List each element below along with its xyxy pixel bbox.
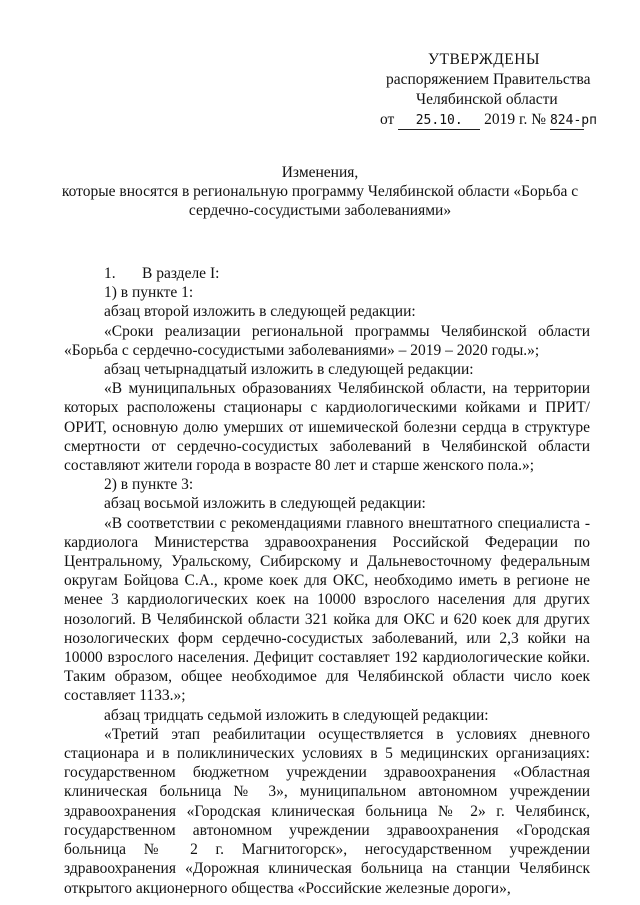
paragraph-1-text: В разделе I: (142, 265, 220, 282)
heading-line-1: Изменения, (281, 164, 359, 181)
paragraph-6: «В муниципальных образованиях Челябинской области, на территории которых расположены стационары с кардиологическими койками и ПРИТ/ОРИТ, основную долю умерших от ишемической болезни сердца в структуре смертности от сердечно-сосудистых заболеваний в Челябинской области составляют жители города в возрасте 80 лет и старше женского пола.»; (64, 380, 590, 475)
document-heading (40, 163, 600, 220)
paragraph-11: «Третий этап реабилитации осуществляется в условиях дневного стационара и в поликлинических условиях в 5 медицинских организациях: государственном бюджетном учреждении здравоохранения «Областная клиническая больница № 3», муниципальном автономном учреждении здравоохранения «Городская клиническая больница № 2» г. Челябинск, государственном автономном учреждении здравоохранения «Городская больница № 2 г. Магнитогорск», негосударственном учреждении здравоохранения «Дорожная клиническая больница на станции Челябинск открытого акционерного общества «Российские железные дороги», (64, 725, 590, 897)
paragraph-4: «Сроки реализации региональной программы Челябинской области «Борьба с сердечно-сосудистыми заболеваниями» – 2019 – 2020 годы.»; (64, 322, 590, 359)
approval-number: 824-рп (549, 113, 597, 128)
heading-line-2: которые вносятся в региональную программу Челябинской области «Борьба с (61, 183, 579, 200)
approval-line-1: распоряжением Правительства (386, 71, 591, 88)
heading-line-3: сердечно-сосудистыми заболеваниями» (188, 202, 452, 219)
paragraph-3: абзац второй изложить в следующей редакции: (104, 303, 416, 321)
paragraph-1-number: 1. (104, 265, 116, 282)
approval-title: УТВЕРЖДЕНЫ (428, 51, 540, 68)
document-body (64, 264, 590, 898)
paragraph-1 (64, 264, 590, 283)
paragraph-8: абзац восьмой изложить в следующей редакции: (104, 495, 426, 513)
paragraph-10: абзац тридцать седьмой изложить в следующей редакции: (104, 706, 489, 724)
paragraph-9: «В соответствии с рекомендациями главного внештатного специалиста - кардиолога Министерства здравоохранения Российской Федерации по Центральному, Уральскому, Сибирскому и Дальневосточному федеральным округам Бойцова С.А., кроме коек для ОКС, необходимо иметь в регионе не менее 3 кардиологических коек на 10000 взрослого населения для других нозологий. В Челябинской области 321 койка для ОКС и 620 коек для других нозологических форм сердечно-сосудистых заболеваний, или 2,3 койки на 10000 взрослого населения. Дефицит составляет 192 кардиологические койки. Таким образом, общее необходимое для Челябинской области число коек составляет 1133.»; (64, 514, 590, 705)
paragraph-5: абзац четырнадцатый изложить в следующей редакции: (104, 361, 474, 379)
approval-date: 25.10. (398, 113, 480, 130)
approval-block (380, 50, 610, 130)
approval-year-label: 2019 г. № (484, 111, 547, 128)
paragraph-7: 2) в пункте 3: (104, 476, 194, 494)
approval-from-label: от (380, 111, 395, 128)
approval-date-line (380, 110, 610, 130)
paragraph-2: 1) в пункте 1: (104, 284, 194, 302)
approval-line-2: Челябинской области (416, 91, 558, 108)
